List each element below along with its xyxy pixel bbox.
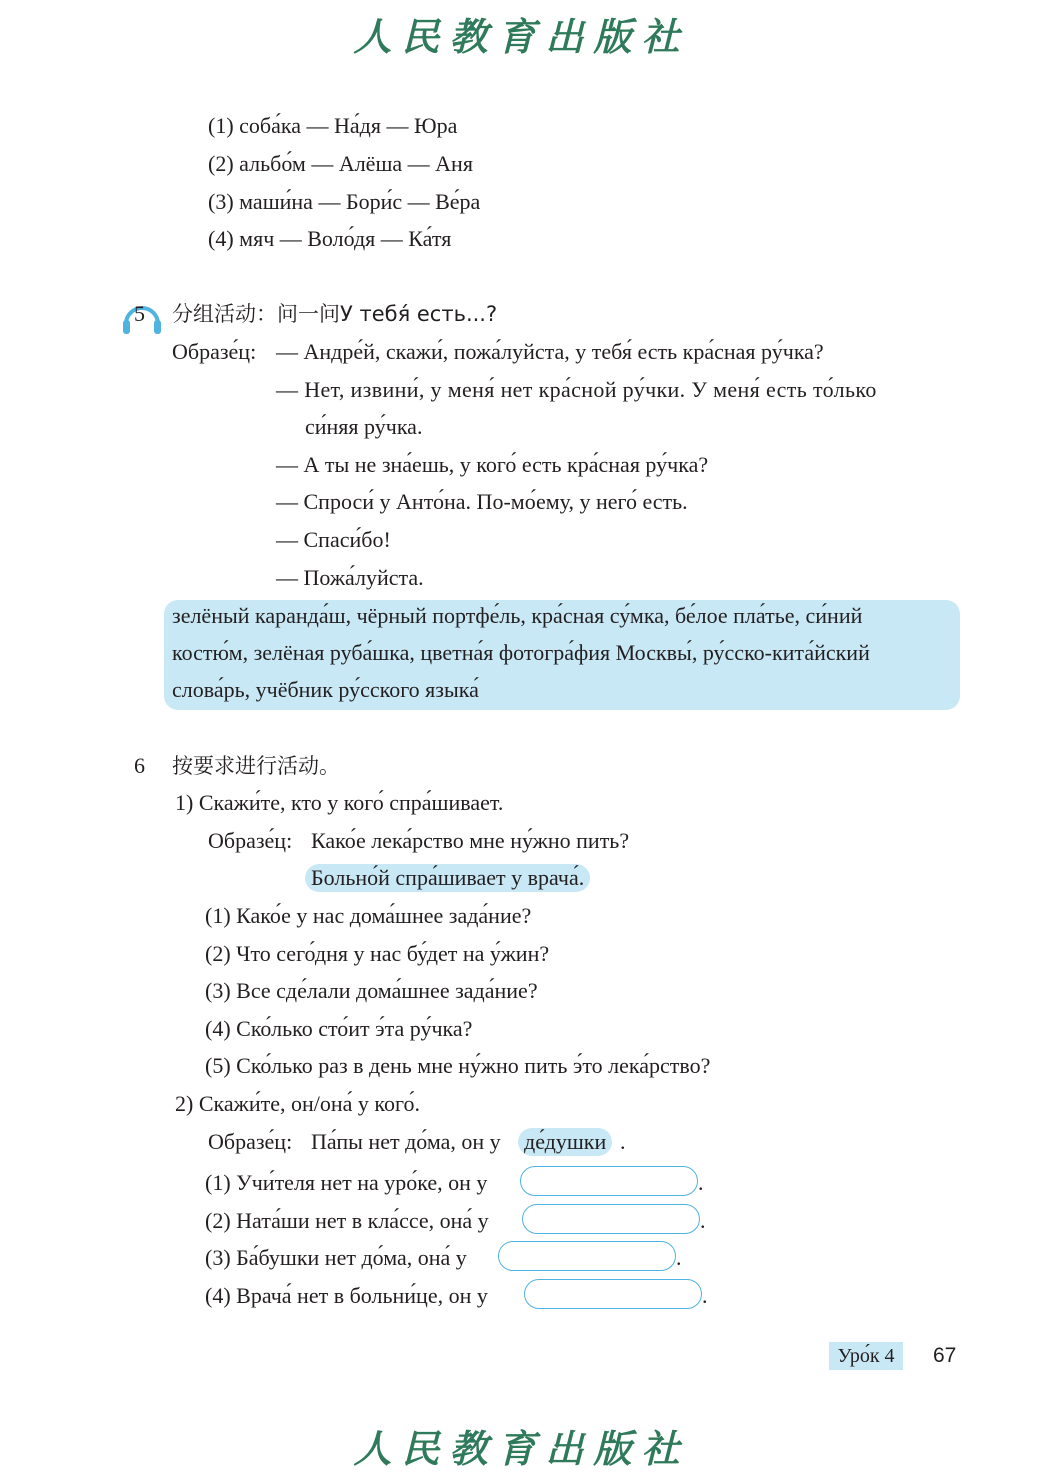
- exercise-6-number: 6: [134, 753, 145, 778]
- list-item: (5) Ско́лько раз в день мне ну́жно пить э́то лека́рство?: [205, 1053, 711, 1078]
- list-item: (3) Все сде́лали дома́шнее зада́ние?: [205, 978, 538, 1003]
- exercise-5-title: 分组活动：问一问У тебя́ есть...?: [172, 302, 498, 326]
- period: .: [620, 1129, 626, 1154]
- publisher-watermark-top: 人民教育出版社: [353, 14, 690, 59]
- list-item: (4) мяч — Воло́дя — Ка́тя: [208, 226, 452, 251]
- dialogue-line: — Спроси́ у Анто́на. По-мо́ему, у него́ есть.: [276, 489, 688, 514]
- dialogue-line: — Нет, извини́, у меня́ нет кра́сной ру́чки. У меня́ есть то́лько: [276, 377, 877, 402]
- vocabulary-line: зелёный каранда́ш, чёрный портфе́ль, кра́сная су́мка, бе́лое пла́тье, си́ний: [172, 603, 863, 628]
- model-text: Па́пы нет до́ма, он у: [311, 1129, 501, 1154]
- exercise-6-title: 按要求进行活动。: [172, 754, 340, 778]
- vocabulary-line: слова́рь, учёбник ру́сского языка́: [172, 677, 479, 702]
- list-item: (2) альбо́м — Алёша — Аня: [208, 151, 473, 176]
- list-item: (4) Ско́лько сто́ит э́та ру́чка?: [205, 1016, 473, 1041]
- list-item: (1) соба́ка — На́дя — Юра: [208, 113, 458, 138]
- vocabulary-box: [164, 600, 960, 710]
- period: .: [702, 1283, 708, 1308]
- answer-blank[interactable]: [522, 1204, 700, 1234]
- model-answer-highlight: де́душки: [518, 1128, 612, 1156]
- model-label: Образе́ц:: [208, 1129, 293, 1154]
- list-item: (1) Како́е у нас дома́шнее зада́ние?: [205, 903, 532, 928]
- answer-blank[interactable]: [498, 1241, 676, 1271]
- list-item: (3) Ба́бушки нет до́ма, она́ у: [205, 1245, 467, 1270]
- dialogue-line: — А ты не зна́ешь, у кого́ есть кра́сная ру́чка?: [276, 452, 709, 477]
- dialogue-line: си́няя ру́чка.: [305, 414, 423, 439]
- answer-blank[interactable]: [520, 1166, 698, 1196]
- model-answer-highlight: Больно́й спра́шивает у врача́.: [305, 864, 590, 892]
- list-item: (2) Ната́ши нет в кла́ссе, она́ у: [205, 1208, 489, 1233]
- part-1-instruction: 1) Скажи́те, кто у кого́ спра́шивает.: [175, 790, 504, 815]
- model-label: Образе́ц:: [208, 828, 293, 853]
- answer-blank[interactable]: [524, 1279, 702, 1309]
- page-number: 67: [933, 1344, 957, 1367]
- list-item: (3) маши́на — Бори́с — Ве́ра: [208, 189, 481, 214]
- dialogue-line: — Пожа́луйста.: [276, 565, 424, 590]
- vocabulary-line: костю́м, зелёная руба́шка, цветна́я фотогра́фия Москвы́, ру́сско-кита́йский: [172, 640, 870, 665]
- list-item: (2) Что сего́дня у нас бу́дет на у́жин?: [205, 941, 550, 966]
- dialogue-line: — Спаси́бо!: [276, 527, 391, 552]
- period: .: [700, 1208, 706, 1233]
- period: .: [698, 1170, 704, 1195]
- publisher-watermark-bottom: 人民教育出版社: [353, 1426, 690, 1471]
- lesson-label: Уро́к 4: [829, 1342, 903, 1370]
- dialogue-line: — Андре́й, скажи́, пожа́луйста, у тебя́ есть кра́сная ру́чка?: [276, 339, 824, 364]
- list-item: (4) Врача́ нет в больни́це, он у: [205, 1283, 488, 1308]
- exercise-5-number: 5: [134, 301, 145, 326]
- period: .: [676, 1245, 682, 1270]
- model-question: Како́е лека́рство мне ну́жно пить?: [311, 828, 630, 853]
- part-2-instruction: 2) Скажи́те, он/она́ у кого́.: [175, 1091, 420, 1116]
- model-label: Образе́ц:: [172, 339, 257, 364]
- list-item: (1) Учи́теля нет на уро́ке, он у: [205, 1170, 488, 1195]
